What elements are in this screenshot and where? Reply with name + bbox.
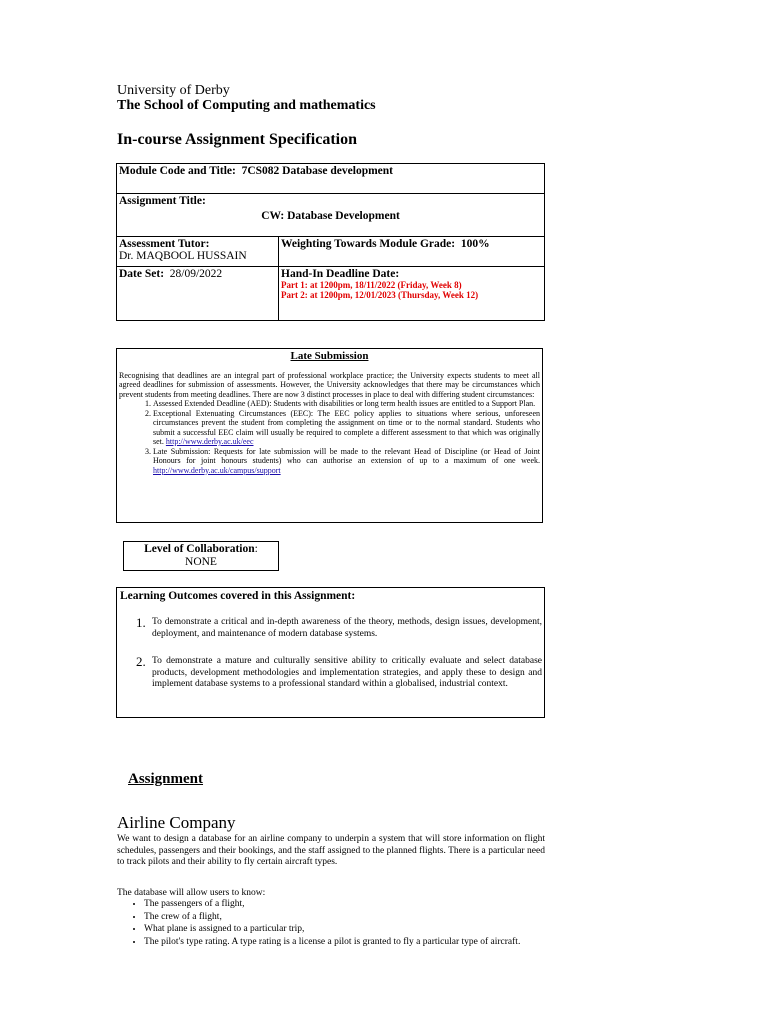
learning-outcomes-box — [116, 587, 545, 718]
university-name: University of Derby — [117, 83, 230, 98]
school-name: The School of Computing and mathematics — [117, 98, 376, 113]
module-value: 7CS082 Database development — [241, 165, 393, 177]
assignment-heading: Assignment — [128, 771, 204, 787]
late-submission-intro: Recognising that deadlines are an integral part of professional workplace practice; the University expects students to meet all agreed deadlines for submission of assessments. However, the University acknowledges that there may be circumstances which prevent students from meeting deadlines. There are now 3 distinct processes in place to deal with differing student circumstances: — [119, 370, 540, 399]
database-intro: The database will allow users to know: — [117, 888, 266, 898]
learning-outcome-1 — [136, 617, 542, 640]
assignment-title-cell — [117, 194, 545, 237]
outcome-text: To demonstrate a critical and in-depth awareness of the theory, methods, design issues, development, deployment, and maintenance of modern database systems. — [152, 617, 542, 639]
list-item: • The pilot's type rating. A type rating is a license a pilot is granted to fly a particular type of aircraft. — [144, 936, 572, 949]
outcome-text: To demonstrate a mature and culturally sensitive ability to critically evaluate and select database products, development methodologies and implementation strategies, and apply these to design and implement database systems to a professional standard within a globalised, industrial context. — [152, 656, 542, 689]
collaboration-label: Level of Collaboration — [144, 543, 255, 555]
tutor-label: Assessment Tutor: — [119, 238, 210, 250]
outcome-number: 2. — [136, 654, 146, 669]
late-item-late-submission: 3. Late Submission: Requests for late submission will be made to the relevant Head of Discipline (or Head of Joint Honours for joint honours students) who can authorise an extension of up to a maximum of one week. http://www.derby.ac.uk/campus/support — [153, 447, 540, 476]
date-set-value: 28/09/2022 — [169, 268, 223, 280]
deadline-part2: Part 2: at 1200pm, 12/01/2023 (Thursday, Week 12) — [281, 290, 479, 300]
collaboration-value: NONE — [185, 556, 217, 568]
spec-title: In-course Assignment Specification — [117, 131, 357, 148]
campus-support-link[interactable]: http://www.derby.ac.uk/campus/support — [153, 465, 281, 475]
weighting-cell — [279, 237, 545, 267]
tutor-cell — [117, 237, 279, 267]
eec-link[interactable]: http://www.derby.ac.uk/eec — [165, 437, 254, 446]
assignment-paragraph: We want to design a database for an airline company to underpin a system that will store information on flight schedules, passengers and their bookings, and the staff assigned to the planned flights. There is a particular need to track pilots and their ability to fly certain aircraft types. — [117, 834, 545, 867]
late-item-aed: 1. Assessed Extended Deadline (AED): Students with disabilities or long term health issues are entitled to a Support Plan. — [153, 399, 540, 409]
deadline-label: Hand-In Deadline Date: — [281, 268, 400, 280]
weighting-value: 100% — [460, 238, 490, 250]
deadline-cell — [279, 267, 545, 321]
collaboration-box: Level of Collaboration: NONE — [123, 541, 279, 571]
weighting-label: Weighting Towards Module Grade: — [281, 238, 456, 250]
late-submission-box — [116, 348, 543, 523]
assignment-title-value: CW: Database Development — [261, 210, 400, 222]
late-item-eec: 2. Exceptional Extenuating Circumstances (EEC): The EEC policy applies to situations where serious, unforeseen circumstances prevent the student from completing the assignment on time or to the normal standard. Students who submit a successful EEC claim will usually be required to complete a different assessment to that which was originally set. http://www.derby.ac.uk/eec — [153, 409, 540, 447]
module-label: Module Code and Title: — [119, 165, 236, 177]
list-item: • The crew of a flight, — [144, 911, 572, 924]
learning-outcome-2 — [136, 656, 542, 691]
tutor-value: Dr. MAQBOOL HUSSAIN — [119, 250, 247, 262]
list-item: • What plane is assigned to a particular trip, — [144, 923, 572, 936]
requirements-list — [117, 898, 572, 948]
outcome-number: 1. — [136, 615, 146, 630]
assignment-info-table — [116, 163, 545, 321]
list-item: • The passengers of a flight, — [144, 898, 572, 911]
date-set-label: Date Set: — [119, 268, 165, 280]
deadline-part1: Part 1: at 1200pm, 18/11/2022 (Friday, Week 8) — [281, 280, 462, 290]
airline-company-heading: Airline Company — [117, 813, 236, 832]
assignment-title-label: Assignment Title: — [119, 195, 206, 207]
module-cell — [117, 164, 545, 194]
date-set-cell — [117, 267, 279, 321]
late-submission-heading: Late Submission — [290, 350, 369, 362]
learning-outcomes-heading: Learning Outcomes covered in this Assignment: — [120, 590, 356, 602]
